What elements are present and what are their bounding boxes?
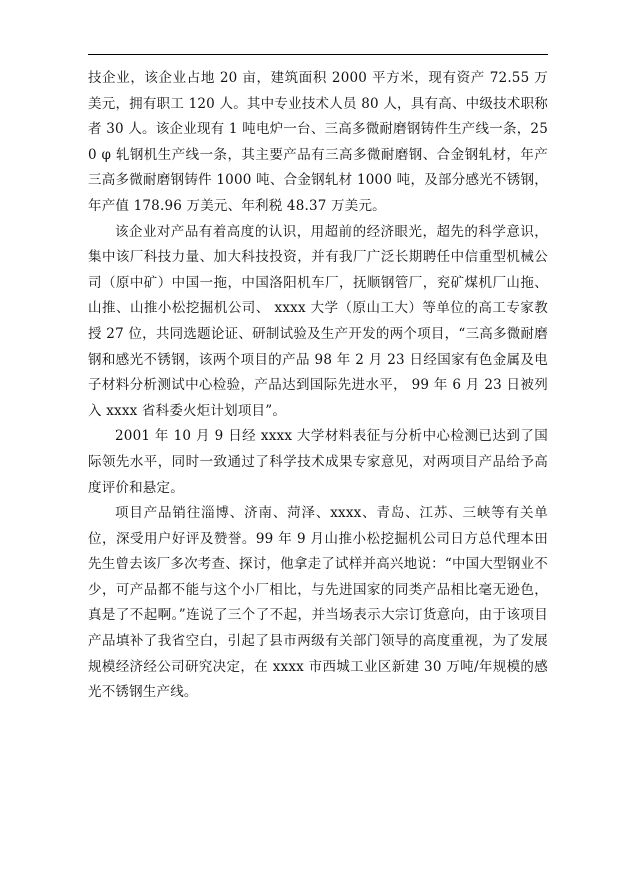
paragraph-company-profile: 技企业，该企业占地 20 亩，建筑面积 2000 平方米，现有资产 72.55 万美元，拥有职工 120 人。其中专业技术人员 80 人，具有高、中级技术职称者 30 人。该企业现有 1 吨电炉一台、三高多微耐磨钢铸件生产线一条，250 φ 轧钢机生产线一条，其主要产品有三高多微耐磨钢、合金钢轧材，年产三高多微耐磨钢铸件 1000 吨、合金钢轧材 1000 吨，及部分感光不锈钢，年产值 178.96 万美元、年利税 48.37 万美元。 <box>88 70 548 214</box>
document-body <box>88 66 548 706</box>
paragraph-technology-cooperation: 该企业对产品有着高度的认识，用超前的经济眼光，超先的科学意识，集中该厂科技力量、加大科技投资，并有我厂广泛长期聘任中信重型机械公司（原中矿）中国一拖，中国洛阳机车厂，抚顺钢管厂，兖矿煤机厂山拖、山推、山推小松挖掘机公司、 xxxx 大学（原山工大）等单位的高工专家教授 27 位，共同选题论证、研制试验及生产开发的两个项目，“三高多微耐磨钢和感光不锈钢，该两个项目的产品 98 年 2 月 23 日经国家有色金属及电子材料分析测试中心检验，产品达到国际先进水平， 99 年 6 月 23 日被列入 xxxx 省科委火炬计划项目”。 <box>88 223 548 419</box>
paragraph-market-sales: 项目产品销往淄博、济南、菏泽、xxxx、青岛、江苏、三峡等有关单位，深受用户好评及赞誉。99 年 9 月山推小松挖掘机公司日方总代理本田先生曾去该厂多次考查、探讨，他拿走了试样并高兴地说：“中国大型钢业不少，可产品都不能与这个小厂相比，与先进国家的同类产品相比毫无逊色，真是了不起啊。”连说了三个了不起，并当场表示大宗订货意向，由于该项目产品填补了我省空白，引起了县市两级有关部门领导的高度重视，为了发展规模经济经公司研究决定，在 xxxx 市西城工业区新建 30 万吨/年规模的感光不锈钢生产线。 <box>88 505 548 701</box>
paragraph-testing-result: 2001 年 10 月 9 日经 xxxx 大学材料表征与分析中心检测已达到了国际领先水平，同时一致通过了科学技术成果专家意见，对两项目产品给予高度评价和悬定。 <box>88 428 548 496</box>
header-rule <box>88 54 548 55</box>
